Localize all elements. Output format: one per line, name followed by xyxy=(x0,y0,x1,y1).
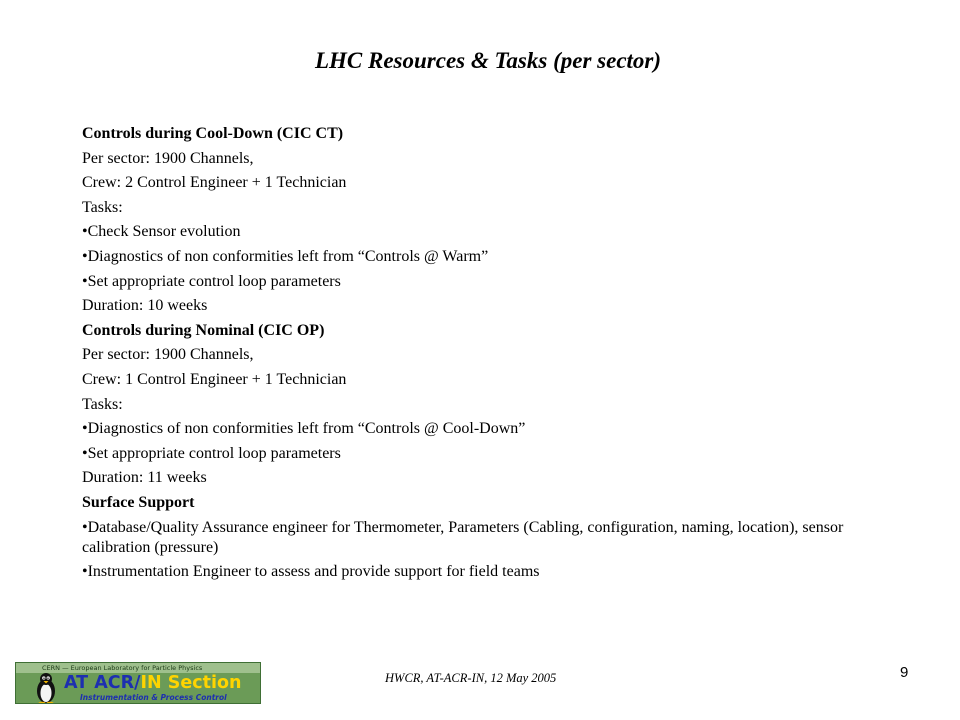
logo-subtitle: Instrumentation & Process Control xyxy=(80,693,227,702)
logo-acr: ACR/ xyxy=(94,673,141,693)
footer-text: HWCR, AT-ACR-IN, 12 May 2005 xyxy=(385,671,557,685)
page-number: 9 xyxy=(900,664,909,681)
content-line: Tasks: xyxy=(82,395,123,413)
section-heading-nominal: Controls during Nominal (CIC OP) xyxy=(82,321,325,339)
logo-at: AT xyxy=(64,673,95,693)
slide-title: LHC Resources & Tasks (per sector) xyxy=(314,48,662,73)
bullet-item: •Diagnostics of non conformities left from “Controls @ Warm” xyxy=(82,247,489,265)
bullet-item: •Set appropriate control loop parameters xyxy=(82,444,341,462)
section-heading-surface-support: Surface Support xyxy=(82,493,195,511)
content-line: Tasks: xyxy=(82,198,123,216)
content-line: Per sector: 1900 Channels, xyxy=(82,346,254,364)
section-logo xyxy=(15,662,261,704)
section-heading-cool-down: Controls during Cool-Down (CIC CT) xyxy=(82,125,344,142)
content-line: Duration: 10 weeks xyxy=(82,297,208,315)
logo-main-text xyxy=(64,674,241,693)
bullet-item: •Database/Quality Assurance engineer for Thermometer, Parameters (Cabling, configuration, naming, location), sensor calibration (pressure) xyxy=(82,518,844,556)
content-line: Per sector: 1900 Channels, xyxy=(82,149,254,167)
bullet-item: •Diagnostics of non conformities left from “Controls @ Cool-Down” xyxy=(82,420,526,438)
logo-top-text: CERN — European Laboratory for Particle Physics xyxy=(16,663,261,673)
penguin-icon xyxy=(34,672,58,704)
slide-content xyxy=(82,124,882,587)
logo-in-section: IN Section xyxy=(140,673,242,693)
content-line: Crew: 2 Control Engineer + 1 Technician xyxy=(82,174,347,192)
bullet-item: •Instrumentation Engineer to assess and provide support for field teams xyxy=(82,563,540,581)
bullet-item: •Check Sensor evolution xyxy=(82,223,241,241)
content-line: Duration: 11 weeks xyxy=(82,469,207,487)
bullet-item: •Set appropriate control loop parameters xyxy=(82,272,341,290)
content-line: Crew: 1 Control Engineer + 1 Technician xyxy=(82,370,347,388)
